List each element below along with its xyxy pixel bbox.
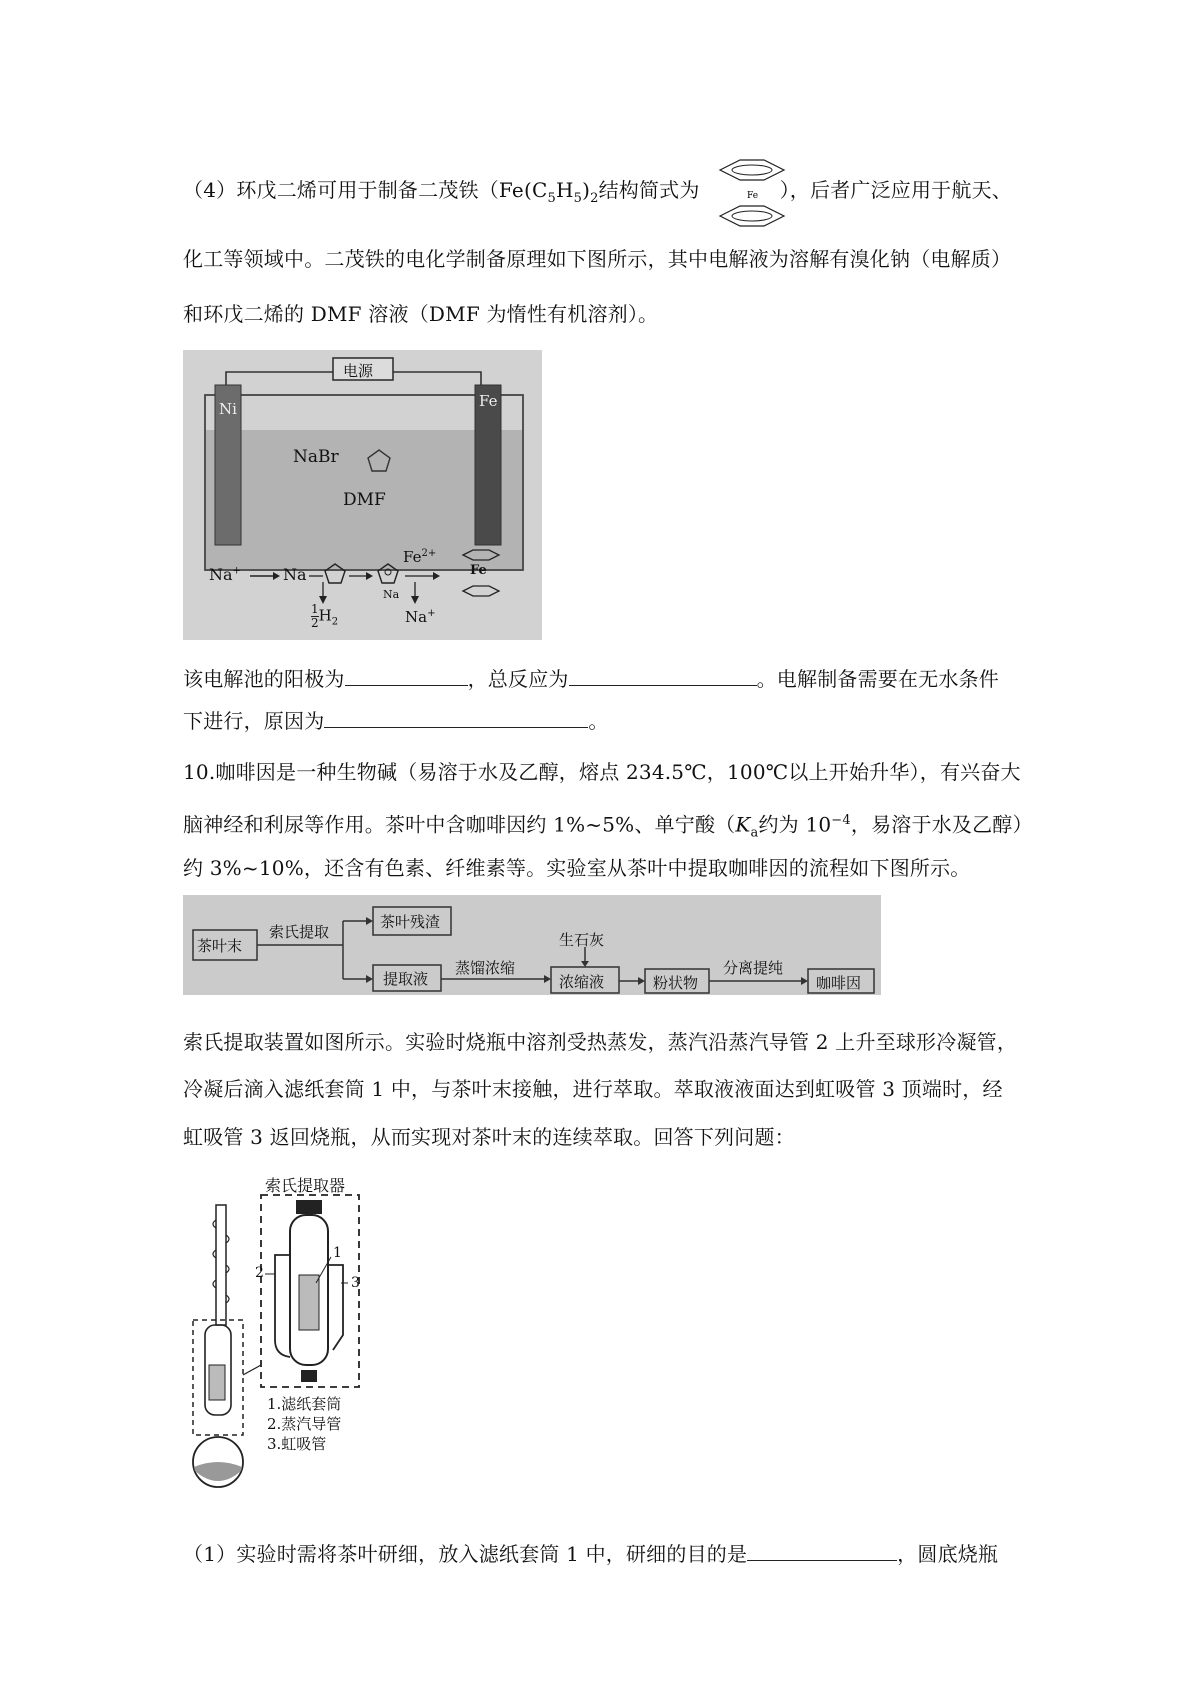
soxhlet-label-2: 2 (255, 1265, 264, 1281)
flow-caffeine: 咖啡因 (816, 974, 862, 992)
soxhlet-legend-3: 3.虹吸管 (267, 1435, 327, 1453)
soxhlet-label-1: 1 (333, 1245, 342, 1261)
ferrocene-fe-product-label: Fe (470, 563, 487, 578)
electrolysis-figure (183, 350, 542, 640)
fe2-plus-label: $Fe^{2+}$ (403, 548, 437, 566)
power-label: 电源 (343, 362, 374, 380)
ferrocene-structure-icon (712, 158, 792, 230)
condenser-icon (216, 1205, 226, 1325)
released-na-plus-label: Na+ (405, 608, 436, 626)
ferrocene-fe-label: Fe (747, 191, 759, 201)
flow-extract-liquid: 提取液 (383, 970, 429, 988)
caffeine-flow-chart (183, 895, 881, 995)
fe-electrode-label: Fe (479, 392, 498, 410)
soxhlet-legend-1: 1.滤纸套筒 (267, 1395, 342, 1413)
q4-line-3: 和环戊二烯的 DMF 溶液（DMF 为惰性有机溶剂）。 (183, 302, 659, 326)
soxhlet-label-3: 3 (351, 1275, 360, 1291)
h2-label: $\frac{1}{2}$ $H_2$ (311, 602, 339, 630)
na-label: Na (283, 565, 307, 584)
ferrocene-bottom-ring-icon (463, 586, 499, 596)
flow-separate: 分离提纯 (723, 959, 784, 977)
flow-evaporate: 蒸馏浓缩 (455, 959, 516, 977)
flow-powder: 粉状物 (653, 974, 699, 992)
soxhlet-title: 索氏提取器 (265, 1176, 346, 1195)
dmf-label: DMF (343, 490, 386, 510)
q4-question-1: 该电解池的阳极为 ，总反应为 。电解制备需要在无水条件 (183, 662, 999, 696)
nabr-label: NaBr (293, 447, 339, 467)
overall-reaction-answer-blank[interactable] (569, 663, 757, 686)
soxhlet-figure (183, 1175, 383, 1495)
desc-line-3: 虹吸管 3 返回烧瓶，从而实现对茶叶末的连续萃取。回答下列问题： (183, 1125, 795, 1149)
q10-line-3: 约 3%~10%，还含有色素、纤维素等。实验室从茶叶中提取咖啡因的流程如下图所示。 (183, 856, 971, 880)
anode-answer-blank[interactable] (345, 663, 468, 686)
na-plus-label: Na+ (209, 565, 241, 584)
flow-soxhlet-extract: 索氏提取 (269, 923, 330, 941)
anhydrous-reason-answer-blank[interactable] (324, 705, 588, 728)
soxhlet-legend-2: 2.蒸汽导管 (267, 1415, 342, 1433)
flow-quicklime: 生石灰 (559, 931, 605, 949)
desc-line-1: 索氏提取装置如图所示。实验时烧瓶中溶剂受热蒸发，蒸汽沿蒸汽导管 2 上升至球形冷凝管， (183, 1030, 1018, 1054)
flow-tea-powder: 茶叶末 (197, 937, 243, 955)
ni-label: Ni (219, 400, 237, 418)
q10-line-1: 10.咖啡因是一种生物碱（易溶于水及乙醇，熔点 234.5℃，100℃以上开始升华），有兴奋大 (183, 760, 1021, 784)
q1-line: （1）实验时需将茶叶研细，放入滤纸套筒 1 中，研细的目的是 ，圆底烧瓶 (183, 1537, 998, 1571)
flow-concentrate: 浓缩液 (559, 973, 605, 991)
q10-line-2: 脑神经和利尿等作用。茶叶中含咖啡因约 1%~5%、单宁酸（$K_a$约为 $10^{-4}$，易溶于水及乙醇） (183, 812, 1033, 841)
q4-line-2: 化工等领域中。二茂铁的电化学制备原理如下图所示，其中电解液为溶解有溴化钠（电解质） (183, 247, 1012, 271)
q4-line-1: （4）环戊二烯可用于制备二茂铁（$Fe(C_5H_5)_2$结构简式为 ），后者广泛应用于航天、 (183, 178, 1012, 206)
anion-na-plus-label: Na (383, 588, 400, 601)
grind-purpose-answer-blank[interactable] (747, 1538, 897, 1561)
q4-question-2: 下进行，原因为 。 (183, 704, 609, 738)
desc-line-2: 冷凝后滴入滤纸套筒 1 中，与茶叶末接触，进行萃取。萃取液液面达到虹吸管 3 顶端时，经 (183, 1077, 1003, 1101)
flow-tea-residue: 茶叶残渣 (380, 913, 441, 931)
